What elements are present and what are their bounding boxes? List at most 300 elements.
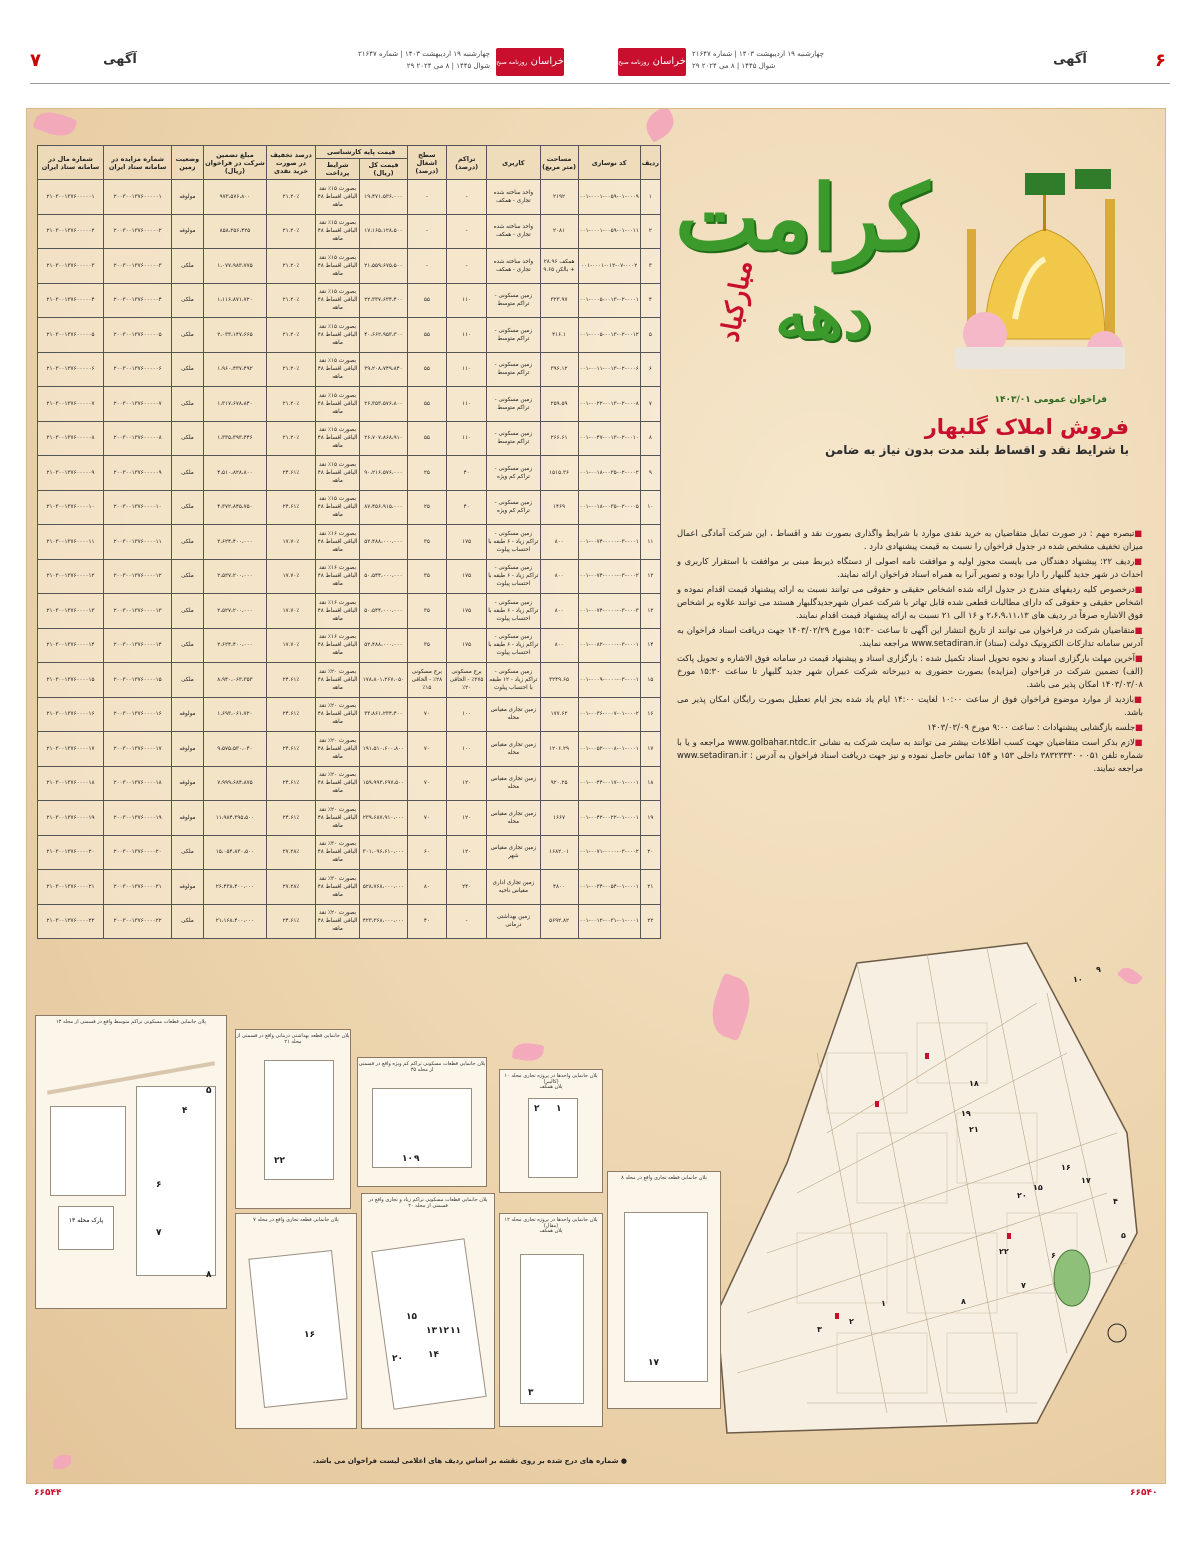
table-cell-code: ۰۰۱-۰۰۷۴-۰۰۰۰-۰۳-۰۰۰۳ [578, 594, 640, 629]
table-cell-stat: مولوفه [172, 732, 203, 767]
table-cell-use: زمین مسکونی - تراکم متوسط [487, 421, 540, 456]
table-row [38, 663, 661, 698]
table-row [38, 214, 661, 249]
table-cell-stat: مولوفه [172, 766, 203, 801]
table-cell-terms: بصورت ۱۶٪ نقد الباقی اقساط ۴۸ ماهه [315, 525, 359, 560]
ad-code-left: ۶۶۵۴۴ [34, 1488, 62, 1498]
table-cell-code: ۰۰۱-۰۰۳۴-۰۰۵۴-۰۱-۰۰۰۱ [578, 870, 640, 905]
table-cell-price: ۱۷۸،۸۰۱،۲۶۷،۰۵۰ [360, 663, 407, 698]
map-number: ۱۳ [426, 1326, 437, 1336]
table-cell-terms: بصورت ۱۵٪ نقد الباقی اقساط ۴۸ ماهه [315, 387, 359, 422]
table-cell-stat: مولوفه [172, 870, 203, 905]
table-cell-use: زمین مسکونی - تراکم متوسط [487, 283, 540, 318]
table-cell-stat: ملکی [172, 835, 203, 870]
table-cell-guar: ۲۱،۱۶۸،۴۰۰،۰۰۰ [203, 904, 267, 939]
table-cell-r: ۱۷ [640, 732, 660, 767]
table-row [38, 318, 661, 353]
park-label: پارک محله ۱۳ [68, 1217, 104, 1224]
col-use: کاربری [487, 146, 540, 180]
advertisement [26, 108, 1166, 1484]
table-cell-disc: ۲۴.۶۱٪ [267, 456, 316, 491]
note-text: درخصوص کلیه ردیفهای مندرج در جدول ارائه شده اشخاص حقیقی و حقوقی می توانند نسبت به ارائه پیشنهاد قیمت اقدام نموده و اشخاص حقیقی و حقوقی که دارای مطالبات قطعی شده قابل تهاتر با شرکت عمران شهرجدیدگلبهار هستند می توانند علاوه بر اشخاص فوق الاشاره صرفاً در ردیف های ۲،۶،۹،۱۱،۱۳ و ۱۶ الی ۲۱ نسبت به ارائه پیشنهاد قیمت اقدام نمایند. [677, 584, 1143, 620]
table-cell-auc: ۲۰۰۳۰۰۱۳۷۶۰۰۰۰۱۷ [104, 732, 172, 767]
table-cell-area: ۳۲۴۹.۶۵ [540, 663, 578, 698]
city-map-number: ۹ [1096, 965, 1101, 974]
city-map-number: ۳ [817, 1325, 822, 1334]
city-map-number: ۱۰ [1073, 975, 1083, 984]
table-cell-stat: ملکی [172, 525, 203, 560]
col-area: مساحت (متر مربع) [540, 146, 578, 180]
table-cell-price: ۲۶،۷۰۷،۸۶۸،۹۱۰ [360, 421, 407, 456]
table-cell-code: ۰۰۱-۰۰۷۴-۰۰۰۰-۰۳-۰۰۰۱ [578, 525, 640, 560]
note-paragraph [677, 721, 1143, 734]
map-caption: پلان جانمایی قطعات مسکونی تراکم متوسط واقع در قسمتی از محله ۱۳ [56, 1019, 206, 1025]
city-map-number: ۱۵ [1033, 1183, 1043, 1192]
table-cell-r: ۱۶ [640, 697, 660, 732]
note-paragraph [677, 527, 1143, 553]
table-cell-area: ۲۱۹۲ [540, 180, 578, 215]
table-cell-r: ۴ [640, 283, 660, 318]
table-cell-use: زمین تجاری مقیاس محله [487, 697, 540, 732]
note-paragraph [677, 555, 1143, 581]
table-cell-area: ۱۵۱۵.۳۶ [540, 456, 578, 491]
plan-map-5 [361, 1193, 495, 1429]
note-paragraph [677, 652, 1143, 691]
table-cell-use: واحد ساخته شده تجاری - همکف [487, 214, 540, 249]
table-cell-den: ۱۱۰ [447, 387, 487, 422]
table-cell-cov: ۲۵ [407, 490, 446, 525]
table-cell-stat: مولوفه [172, 214, 203, 249]
table-cell-price: ۱۹۱،۵۱۰،۶۰۰،۸۰۰ [360, 732, 407, 767]
table-cell-cov: - [407, 180, 446, 215]
table-cell-den: ۱۲۰ [447, 835, 487, 870]
map-caption: پلان جانمایی قطعه بهداشتی درمانی واقع در قسمتی از محله ۲۱ [236, 1033, 350, 1045]
table-cell-auc: ۲۰۰۳۰۰۱۳۷۶۰۰۰۰۰۵ [104, 318, 172, 353]
table-cell-terms: بصورت ۲۰٪ نقد الباقی اقساط ۴۸ ماهه [315, 904, 359, 939]
table-cell-terms: بصورت ۱۵٪ نقد الباقی اقساط ۴۸ ماهه [315, 352, 359, 387]
plan-map-3 [357, 1057, 487, 1187]
table-cell-r: ۱۲ [640, 559, 660, 594]
table-cell-code: ۰۰۱-۰۰۱۱-۰۰۱۳-۰۲-۰۰۰۶ [578, 352, 640, 387]
map-number: ۱۱ [450, 1326, 461, 1336]
table-cell-price: ۳۳،۸۶۱،۲۳۴،۴۰۰ [360, 697, 407, 732]
table-cell-terms: بصورت ۱۶٪ نقد الباقی اقساط ۴۸ ماهه [315, 559, 359, 594]
table-cell-cov: ۴۰ [407, 904, 446, 939]
map-number: ۵ [206, 1086, 212, 1096]
table-cell-den: - [447, 214, 487, 249]
col-price-total: قیمت کل (ریال) [360, 159, 407, 180]
table-cell-price: ۹۰،۲۱۶،۵۷۶،۰۰۰ [360, 456, 407, 491]
section-title: آگهی [103, 52, 137, 67]
col-code: کد نوسازی [578, 146, 640, 180]
table-cell-stat: ملکی [172, 387, 203, 422]
table-cell-price: ۱۷،۱۶۵،۱۲۸،۵۰۰ [360, 214, 407, 249]
table-cell-terms: بصورت ۳۰٪ نقد الباقی اقساط ۴۸ ماهه [315, 870, 359, 905]
table-cell-cov: ۶۰ [407, 835, 446, 870]
table-cell-price: ۲۱،۵۵۹،۶۷۵،۵۰۰ [360, 249, 407, 284]
city-map-number: ۶ [1051, 1251, 1056, 1260]
table-cell-code: ۰۰۱-۰۰۰۱-۰۰۵۹-۰۱-۰۰۰۹ [578, 180, 640, 215]
map-caption: پلان جانمایی قطعه تجاری واقع در محله ۷ [253, 1217, 339, 1223]
map-caption: پلان جانمایی واحدها در پروژه تجاری محله ۱۲ (مقال) [504, 1217, 598, 1229]
table-cell-code: ۰۰۱-۰۰۷۱-۰۰۰۰-۰۳-۰۰۰۲ [578, 835, 640, 870]
table-cell-area: ۱۴۶۹ [540, 490, 578, 525]
table-cell-r: ۹ [640, 456, 660, 491]
table-cell-disc: ۲۷.۲۸٪ [267, 870, 316, 905]
table-cell-auc: ۲۰۰۳۰۰۱۳۷۶۰۰۰۰۰۳ [104, 249, 172, 284]
table-cell-auc: ۲۰۰۳۰۰۱۳۷۶۰۰۰۰۲۲ [104, 904, 172, 939]
table-cell-code: ۰۰۱-۰۰۱۸-۰۰۳۵-۰۲-۰۰۰۵ [578, 490, 640, 525]
city-map-number: ۱۷ [1081, 1176, 1091, 1185]
col-auction: شماره مزایده در سامانه ستاد ایران [104, 146, 172, 180]
table-cell-disc: ۲۴.۶۱٪ [267, 732, 316, 767]
table-cell-cov: ۳۵ [407, 559, 446, 594]
table-cell-code: ۰۰۱-۰۰۰۵-۰۰۱۳-۰۲-۰۰۱۲ [578, 318, 640, 353]
table-cell-guar: ۸،۹۴۰،۰۶۳،۳۵۳ [203, 663, 267, 698]
table-cell-guar: ۱،۳۱۷،۶۷۸،۸۴۰ [203, 387, 267, 422]
table-cell-disc: ۲۱.۲۰٪ [267, 180, 316, 215]
table-cell-code: ۰۰۱-۰۰۳۶-۰۰۰۷-۰۱-۰۰۰۲ [578, 697, 640, 732]
table-row [38, 456, 661, 491]
table-cell-terms: بصورت ۱۵٪ نقد الباقی اقساط ۴۸ ماهه [315, 283, 359, 318]
table-cell-price: ۱۵۹،۹۹۳،۶۹۷،۵۰۰ [360, 766, 407, 801]
brand-daily: روزنامه صبح ایران [618, 59, 659, 95]
map-number: ۱۵ [406, 1312, 417, 1322]
map-block [520, 1254, 584, 1404]
table-cell-r: ۱ [640, 180, 660, 215]
table-cell-stat: مولوفه [172, 697, 203, 732]
table-cell-use: واحد ساخته شده تجاری - همکف [487, 249, 540, 284]
map-block [372, 1088, 472, 1168]
table-cell-auc: ۲۰۰۳۰۰۱۳۷۶۰۰۰۰۱۱ [104, 525, 172, 560]
table-cell-disc: ۲۱.۲۰٪ [267, 318, 316, 353]
table-row [38, 283, 661, 318]
table-cell-price: ۱۹،۴۷۱،۵۳۶،۰۰۰ [360, 180, 407, 215]
table-cell-price: ۴۰،۶۶۲،۹۵۳،۳۰۰ [360, 318, 407, 353]
table-cell-den: ۱۰۰ [447, 697, 487, 732]
table-cell-use: زمین مسکونی - تراکم زیاد - ۶ طبقه با احتساب پیلوت [487, 594, 540, 629]
table-cell-tre: ۲۱۰۳۰۰۱۳۷۶۰۰۰۰۱۸ [38, 766, 104, 801]
table-cell-stat: ملکی [172, 559, 203, 594]
table-cell-guar: ۷،۹۹۹،۶۸۴،۸۷۵ [203, 766, 267, 801]
table-cell-guar: ۲،۵۲۷،۲۰۰،۰۰۰ [203, 559, 267, 594]
table-cell-cov: ۳۵ [407, 628, 446, 663]
page-header-right [610, 40, 1170, 95]
table-cell-disc: ۲۱.۲۰٪ [267, 387, 316, 422]
map-number: ۶ [156, 1180, 162, 1190]
map-caption: پلان جانمایی قطعه تجاری واقع در محله ۸ [621, 1175, 707, 1181]
table-cell-auc: ۲۰۰۳۰۰۱۳۷۶۰۰۰۰۱۸ [104, 766, 172, 801]
table-cell-r: ۳ [640, 249, 660, 284]
table-cell-r: ۸ [640, 421, 660, 456]
table-cell-use: زمین مسکونی - تراکم زیاد - ۶ طبقه با احتساب پیلوت [487, 559, 540, 594]
table-cell-terms: بصورت ۲۰٪ نقد الباقی اقساط ۴۸ ماهه [315, 732, 359, 767]
table-cell-terms: بصورت ۲۰٪ نقد الباقی اقساط ۴۸ ماهه [315, 663, 359, 698]
table-cell-use: زمین تجاری مقیاس محله [487, 801, 540, 836]
map-block [136, 1086, 216, 1276]
col-terms: شرایط پرداخت [315, 159, 359, 180]
table-cell-tre: ۲۱۰۳۰۰۱۳۷۶۰۰۰۰۱۲ [38, 559, 104, 594]
table-cell-tre: ۲۱۰۳۰۰۱۳۷۶۰۰۰۰۰۶ [38, 352, 104, 387]
park-block [58, 1206, 114, 1250]
table-cell-guar: ۲،۶۲۴،۴۰۰،۰۰۰ [203, 525, 267, 560]
table-body [38, 180, 661, 939]
table-cell-tre: ۲۱۰۳۰۰۱۳۷۶۰۰۰۰۲۱ [38, 870, 104, 905]
table-cell-cov: ۵۵ [407, 421, 446, 456]
table-cell-guar: ۲،۰۳۳،۱۴۷،۶۶۵ [203, 318, 267, 353]
table-cell-cov: ۷۰ [407, 697, 446, 732]
table-cell-area: ۹۲۰.۲۵ [540, 766, 578, 801]
table-cell-use: زمین مسکونی - تراکم متوسط [487, 352, 540, 387]
table-cell-r: ۶ [640, 352, 660, 387]
table-cell-area: ۲۰۸۱ [540, 214, 578, 249]
map-subcaption: پلان همکف [539, 1084, 563, 1090]
table-cell-auc: ۲۰۰۳۰۰۱۳۷۶۰۰۰۰۰۶ [104, 352, 172, 387]
table-cell-guar: ۱۱،۹۸۴،۳۹۵،۵۰۰ [203, 801, 267, 836]
table-cell-area: ۳۹۶.۱۲ [540, 352, 578, 387]
table-cell-r: ۵ [640, 318, 660, 353]
bullet-icon: ■ [1135, 653, 1143, 663]
table-cell-tre: ۲۱۰۳۰۰۱۳۷۶۰۰۰۰۲۰ [38, 835, 104, 870]
shrine-dome-icon [955, 169, 1125, 369]
table-cell-cov: ۵۵ [407, 352, 446, 387]
issue-date-line-2: ۲۹ شوال ۱۴۴۵ | ۸ می ۲۰۲۴ [406, 62, 490, 70]
table-cell-guar: ۱۵،۰۵۴،۸۳۰،۵۰۰ [203, 835, 267, 870]
table-cell-use: زمین مسکونی - تراکم زیاد - ۱۲ طبقه با احتساب پیلوت [487, 663, 540, 698]
table-cell-den: برج مسکونی ۲۷۵٪ - الحاقی ۲۰٪ [447, 663, 487, 698]
table-cell-price: ۵۲،۴۸۸،۰۰۰،۰۰۰ [360, 525, 407, 560]
table-cell-tre: ۲۱۰۳۰۰۱۳۷۶۰۰۰۰۱۰ [38, 490, 104, 525]
table-cell-cov: - [407, 249, 446, 284]
table-cell-r: ۲۰ [640, 835, 660, 870]
table-cell-disc: ۱۷.۷۰٪ [267, 628, 316, 663]
table-cell-auc: ۲۰۰۳۰۰۱۳۷۶۰۰۰۰۱۲ [104, 559, 172, 594]
table-cell-den: ۱۱۰ [447, 352, 487, 387]
table-cell-den: ۱۷۵ [447, 628, 487, 663]
plan-map-1 [35, 1015, 227, 1309]
table-cell-use: زمین مسکونی - تراکم زیاد - ۶ طبقه با احتساب پیلوت [487, 525, 540, 560]
table-cell-r: ۱۴ [640, 628, 660, 663]
table-cell-price: ۵۰،۵۴۴،۰۰۰،۰۰۰ [360, 559, 407, 594]
table-cell-use: زمین مسکونی - تراکم زیاد - ۶ طبقه با احتساب پیلوت [487, 628, 540, 663]
table-cell-tre: ۲۱۰۳۰۰۱۳۷۶۰۰۰۰۱۶ [38, 697, 104, 732]
section-title: آگهی [1053, 52, 1087, 67]
brand-logo [618, 48, 686, 95]
table-row [38, 180, 661, 215]
table-cell-area: همکف ۲۸.۹۶ + بالکن ۹.۶۵ [540, 249, 578, 284]
map-block [371, 1238, 486, 1410]
issue-date-line: چهارشنبه ۱۹ اردیبهشت ۱۴۰۳ | شماره ۲۱۶۴۷ [358, 50, 490, 58]
table-cell-den: ۴۰ [447, 456, 487, 491]
plan-map-4 [235, 1213, 357, 1429]
table-cell-code: ۰۰۱-۰۰۱۸-۰۰۳۵-۰۲-۰۰۰۲ [578, 456, 640, 491]
map-number: ۹ [414, 1154, 420, 1164]
note-paragraph [677, 583, 1143, 622]
table-cell-terms: بصورت ۱۶٪ نقد الباقی اقساط ۴۸ ماهه [315, 628, 359, 663]
note-paragraph [677, 624, 1143, 650]
table-row [38, 525, 661, 560]
table-cell-area: ۲۵۹.۵۹ [540, 387, 578, 422]
table-cell-guar: ۱،۶۹۳،۰۶۱،۷۲۰ [203, 697, 267, 732]
table-cell-disc: ۲۴.۶۱٪ [267, 904, 316, 939]
table-cell-code: ۰۰۱-۰۰۴۷-۰۰۱۳-۰۲-۰۰۱۰ [578, 421, 640, 456]
table-cell-auc: ۲۰۰۳۰۰۱۳۷۶۰۰۰۰۰۱ [104, 180, 172, 215]
issue-date [330, 48, 490, 72]
map-number: ۱۲ [438, 1326, 449, 1336]
table-cell-guar: ۴،۵۱۰،۸۲۸،۸۰۰ [203, 456, 267, 491]
table-cell-tre: ۲۱۰۳۰۰۱۳۷۶۰۰۰۰۰۱ [38, 180, 104, 215]
note-text: تبصره مهم : در صورت تمایل متقاضیان به خرید نقدی موارد با شرایط واگذاری بصورت نقد و اقساط ، این شرکت آمادگی اعمال میزان تخفیف مشخص شده در جدول فراخوان را نسبت به قیمت پیشنهادی دارد . [677, 528, 1143, 551]
map-number: ۱۰ [402, 1154, 413, 1164]
map-number: ۲ [534, 1104, 540, 1114]
page-header [30, 40, 1170, 95]
table-cell-area: ۵۶۹۲.۸۲ [540, 904, 578, 939]
table-cell-tre: ۲۱۰۳۰۰۱۳۷۶۰۰۰۰۱۷ [38, 732, 104, 767]
table-cell-den: ۱۱۰ [447, 283, 487, 318]
table-cell-use: زمین تجاری مقیاس محله [487, 766, 540, 801]
table-cell-r: ۱۸ [640, 766, 660, 801]
table-cell-cov: ۲۵ [407, 456, 446, 491]
col-density: تراکم (درصد) [447, 146, 487, 180]
table-cell-disc: ۲۱.۲۰٪ [267, 214, 316, 249]
bullet-icon: ■ [1134, 584, 1143, 594]
note-text: بازدید از موارد موضوع فراخوان فوق از ساعت ۱۰:۰۰ لغایت ۱۴:۰۰ ایام یاد شده بجز ایام تعطیل بصورت رایگان امکان پذیر می باشد. [677, 694, 1143, 717]
table-cell-cov: ۳۵ [407, 525, 446, 560]
table-cell-den: ۱۷۵ [447, 559, 487, 594]
table-row [38, 904, 661, 939]
table-cell-auc: ۲۰۰۳۰۰۱۳۷۶۰۰۰۰۱۳ [104, 594, 172, 629]
table-cell-auc: ۲۰۰۳۰۰۱۳۷۶۰۰۰۰۰۹ [104, 456, 172, 491]
table-cell-r: ۱۹ [640, 801, 660, 836]
city-map-number: ۸ [961, 1297, 966, 1306]
table-cell-terms: بصورت ۱۶٪ نقد الباقی اقساط ۴۸ ماهه [315, 594, 359, 629]
city-map-number: ۱۸ [969, 1079, 979, 1088]
ad-title: فروش املاک گلبهار [924, 415, 1129, 439]
table-cell-guar: ۱،۱۱۶،۸۷۱،۷۲۰ [203, 283, 267, 318]
table-cell-r: ۱۰ [640, 490, 660, 525]
table-cell-code: ۰۰۱-۰۰۰۱-۰۰۵۹-۰۱-۰۰۱۱ [578, 214, 640, 249]
map-subcaption: پلان همکف [539, 1228, 563, 1234]
table-cell-tre: ۲۱۰۳۰۰۱۳۷۶۰۰۰۰۱۹ [38, 801, 104, 836]
table-cell-price: ۵۲،۴۸۸،۰۰۰،۰۰۰ [360, 628, 407, 663]
bullet-icon: ■ [1134, 528, 1143, 538]
table-cell-den: - [447, 904, 487, 939]
ad-subtitle: با شرایط نقد و اقساط بلند مدت بدون نیاز به ضامن [825, 443, 1129, 457]
issue-date-line-2: ۲۹ شوال ۱۴۴۵ | ۸ می ۲۰۲۴ [692, 62, 776, 70]
table-cell-stat: ملکی [172, 904, 203, 939]
table-cell-area: ۱۶۸۲.۰۱ [540, 835, 578, 870]
table-cell-terms: بصورت ۲۰٪ نقد الباقی اقساط ۴۸ ماهه [315, 801, 359, 836]
table-cell-tre: ۲۱۰۳۰۰۱۳۷۶۰۰۰۰۰۵ [38, 318, 104, 353]
table-cell-use: زمین مسکونی - تراکم کم ویژه [487, 490, 540, 525]
note-text: جلسه بازگشایی پیشنهادات : ساعت ۹:۰۰ مورخ ۱۴۰۳/۰۳/۰۹ [927, 722, 1136, 732]
table-cell-den: ۱۷۵ [447, 594, 487, 629]
map-number: ۲۰ [392, 1354, 403, 1364]
table-cell-guar: ۸۵۸،۲۵۶،۴۲۵ [203, 214, 267, 249]
table-cell-terms: بصورت ۱۵٪ نقد الباقی اقساط ۴۸ ماهه [315, 249, 359, 284]
table-cell-auc: ۲۰۰۳۰۰۱۳۷۶۰۰۰۰۰۷ [104, 387, 172, 422]
map-number: ۴ [182, 1106, 188, 1116]
map-caption: پلان جانمایی قطعات مسکونی تراکم زیاد و تجاری واقع در قسمتی از محله ۲۰ [368, 1197, 488, 1209]
table-cell-tre: ۲۱۰۳۰۰۱۳۷۶۰۰۰۰۲۲ [38, 904, 104, 939]
brand-name: خراسان [530, 56, 564, 67]
note-text: متقاضیان شرکت در فراخوان می توانند از تاریخ انتشار این آگهی تا ساعت ۱۵:۳۰ مورخ ۱۴۰۳/۰۲/۲۹ جهت دریافت اسناد فراخوان به آدرس سامانه تدارکات الکترونیک دولت (ستاد) www.setadiran.ir مراجعه نمایند. [677, 625, 1143, 648]
table-cell-use: زمین تجاری اداری مقیاس ناحیه [487, 870, 540, 905]
table-cell-price: ۴۲۳،۳۶۸،۰۰۰،۰۰۰ [360, 904, 407, 939]
table-cell-tre: ۲۱۰۳۰۰۱۳۷۶۰۰۰۰۱۳ [38, 594, 104, 629]
table-row [38, 732, 661, 767]
map-caption: پلان جانمایی قطعات مسکونی تراکم کم ویژه واقع در قسمتی از محله ۳۵ [358, 1061, 486, 1073]
table-cell-terms: بصورت ۱۵٪ نقد الباقی اقساط ۴۸ ماهه [315, 456, 359, 491]
table-cell-guar: ۹۷۳،۵۷۶،۸۰۰ [203, 180, 267, 215]
table-cell-stat: ملکی [172, 594, 203, 629]
table-cell-use: زمین بهداشتی درمانی [487, 904, 540, 939]
table-cell-code: ۰۰۱-۰۰۱۲-۰۰۳۱-۰۱-۰۰۰۱ [578, 904, 640, 939]
issue-date-line: چهارشنبه ۱۹ اردیبهشت ۱۴۰۳ | شماره ۲۱۶۴۷ [692, 50, 824, 58]
table-cell-price: ۳۹،۲۰۸،۷۴۹،۸۴۰ [360, 352, 407, 387]
city-map-number: ۱ [881, 1299, 886, 1308]
table-header-row [38, 146, 661, 159]
table-cell-disc: ۲۱.۲۰٪ [267, 421, 316, 456]
table-cell-code: ۰۰۱-۰۰۵۲-۰۰۰۸-۰۱-۰۰۰۱ [578, 732, 640, 767]
table-cell-cov: - [407, 214, 446, 249]
table-cell-disc: ۱۷.۷۰٪ [267, 525, 316, 560]
table-cell-cov: ۷۰ [407, 732, 446, 767]
col-guarantee: مبلغ تضمین شرکت در فراخوان (ریال) [203, 146, 267, 180]
table-cell-area: ۱۲۰۶.۲۹ [540, 732, 578, 767]
table-cell-use: زمین مسکونی - تراکم متوسط [487, 318, 540, 353]
map-number: ۳ [528, 1388, 534, 1398]
table-row [38, 421, 661, 456]
brand-logo [496, 48, 564, 95]
table-cell-tre: ۲۱۰۳۰۰۱۳۷۶۰۰۰۰۰۲ [38, 214, 104, 249]
table-cell-cov: ۵۵ [407, 387, 446, 422]
table-cell-den: ۱۲۰ [447, 801, 487, 836]
col-status: وضعیت زمین [172, 146, 203, 180]
col-discount: درصد تخفیف در صورت خرید نقدی [267, 146, 316, 180]
issue-date [692, 48, 852, 72]
table-cell-terms: بصورت ۳۰٪ نقد الباقی اقساط ۴۸ ماهه [315, 835, 359, 870]
bullet-icon: ■ [1135, 722, 1143, 732]
table-cell-area: ۸۰۰ [540, 559, 578, 594]
table-cell-use: زمین تجاری مقیاس محله [487, 732, 540, 767]
table-cell-den: - [447, 180, 487, 215]
table-cell-auc: ۲۰۰۳۰۰۱۳۷۶۰۰۰۰۰۴ [104, 283, 172, 318]
call-number: فراخوان عمومی ۱۴۰۳/۰۱ [994, 395, 1107, 405]
table-cell-price: ۳۰۱،۰۹۶،۶۱۰،۰۰۰ [360, 835, 407, 870]
map-number: ۱۷ [648, 1358, 659, 1368]
table-cell-code: ۰۰۱-۰۰۰۱-۰۱۲-۰۷-۰۰۰۲ [578, 249, 640, 284]
table-row [38, 697, 661, 732]
table-row [38, 835, 661, 870]
plan-map-7 [499, 1213, 603, 1427]
table-cell-area: ۲۶۶.۶۱ [540, 421, 578, 456]
city-map-number: ۲۰ [1017, 1191, 1027, 1200]
table-cell-den: ۴۰ [447, 490, 487, 525]
table-cell-code: ۰۰۱-۰۰۴۴-۰۰۱۷-۰۱-۰۰۰۱ [578, 766, 640, 801]
table-cell-auc: ۲۰۰۳۰۰۱۳۷۶۰۰۰۰۱۶ [104, 697, 172, 732]
table-cell-cov: ۵۵ [407, 318, 446, 353]
table-cell-den: - [447, 249, 487, 284]
table-cell-r: ۲ [640, 214, 660, 249]
table-cell-cov: ۸۰ [407, 870, 446, 905]
table-cell-code: ۰۰۱-۰۰۰۵-۰۰۱۳-۰۲-۰۰۰۱ [578, 283, 640, 318]
table-cell-disc: ۲۱.۲۰٪ [267, 249, 316, 284]
ad-code-right: ۶۶۵۴۰ [1130, 1488, 1158, 1498]
headline-word-2: کرامت [675, 165, 930, 271]
table-cell-tre: ۲۱۰۳۰۰۱۳۷۶۰۰۰۰۱۵ [38, 663, 104, 698]
map-number: ۱ [556, 1104, 562, 1114]
